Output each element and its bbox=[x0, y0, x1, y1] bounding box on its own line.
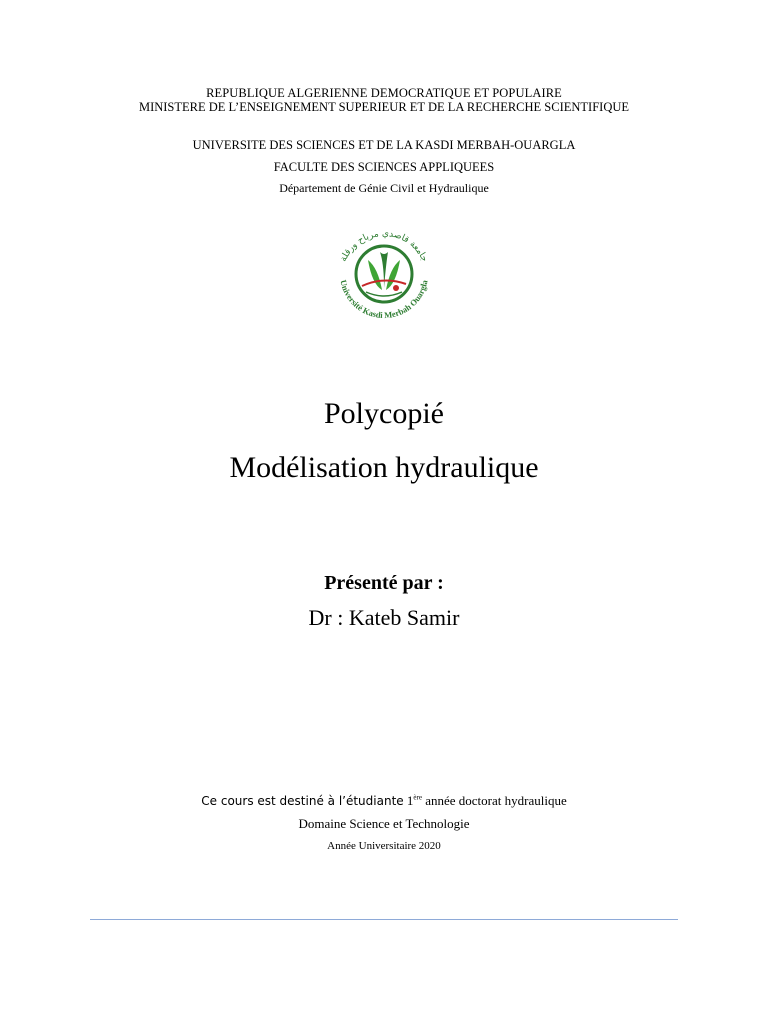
audience-prefix: Ce cours est destiné à l’étudiante bbox=[201, 794, 404, 808]
university-heading: UNIVERSITE DES SCIENCES ET DE LA KASDI MERBAH-OUARGLA bbox=[192, 138, 576, 152]
document-title-line1: Polycopié bbox=[324, 397, 444, 430]
logo-arabic-text: جامعة قاصدي مرباح ورقلة bbox=[338, 228, 430, 264]
course-audience bbox=[0, 793, 768, 809]
audience-year-suffix: ère bbox=[413, 793, 422, 802]
domain-text: Domaine Science et Technologie bbox=[298, 816, 470, 831]
republic-heading: REPUBLIQUE ALGERIENNE DEMOCRATIQUE ET POPULAIRE bbox=[206, 86, 562, 100]
department-heading: Département de Génie Civil et Hydraulique bbox=[279, 181, 489, 195]
document-title-line2: Modélisation hydraulique bbox=[229, 451, 539, 484]
audience-suffix: année doctorat hydraulique bbox=[425, 793, 567, 808]
presented-by-label: Présenté par : bbox=[324, 572, 444, 594]
ministry-heading: MINISTERE DE L’ENSEIGNEMENT SUPERIEUR ET DE LA RECHERCHE SCIENTIFIQUE bbox=[138, 100, 630, 114]
university-logo bbox=[328, 218, 440, 330]
logo-latin-text: Université Kasdi Merbah Ouargla bbox=[338, 278, 430, 321]
footer-divider bbox=[90, 919, 678, 920]
faculty-heading: FACULTE DES SCIENCES APPLIQUEES bbox=[273, 160, 495, 174]
academic-year: Année Universitaire 2020 bbox=[327, 840, 441, 852]
author-name: Dr : Kateb Samir bbox=[308, 605, 460, 630]
audience-year-number: 1 bbox=[406, 793, 414, 808]
